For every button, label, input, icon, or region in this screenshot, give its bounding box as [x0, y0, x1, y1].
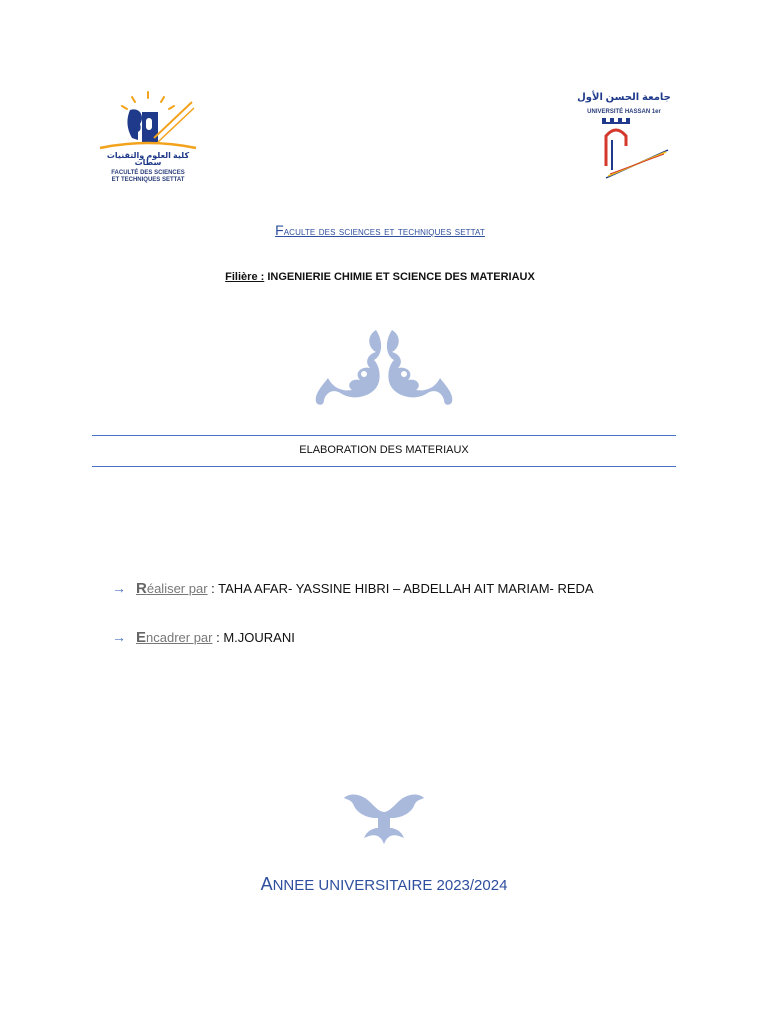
- realise-par-value: TAHA AFAR- YASSINE HIBRI – ABDELLAH AIT MARIAM- REDA: [218, 581, 594, 596]
- filiere-label: Filière :: [225, 271, 265, 283]
- subject-title: ELABORATION DES MATERIAUX: [299, 444, 469, 456]
- realise-par-initial: R: [136, 580, 147, 597]
- filiere-line: [0, 271, 760, 283]
- realise-par-line: [112, 580, 594, 597]
- university-logo-caption: UNIVERSITÉ HASSAN 1er: [587, 109, 661, 115]
- university-emblem-icon: [576, 116, 672, 188]
- academic-year-rest: NNEE UNIVERSITAIRE 2023/2024: [272, 877, 508, 894]
- arrow-right-icon: →: [112, 629, 126, 645]
- floral-ornament-icon: [306, 326, 462, 408]
- faculty-logo: [96, 88, 200, 188]
- encadre-par-separator: :: [212, 630, 224, 645]
- university-logo: [576, 92, 672, 188]
- filiere-value: INGENIERIE CHIMIE ET SCIENCE DES MATERIAUX: [264, 271, 535, 283]
- encadre-par-value: M.JOURANI: [223, 630, 295, 645]
- encadre-par-initial: E: [136, 629, 147, 646]
- realise-par-separator: :: [207, 581, 219, 596]
- encadre-par-label: [136, 630, 213, 645]
- faculty-logo-caption-1: FACULTÉ DES SCIENCES: [111, 170, 185, 176]
- realise-par-label-rest: éaliser par: [146, 581, 208, 596]
- academic-year: [0, 874, 768, 895]
- arrow-right-icon: →: [112, 580, 126, 596]
- realise-par-label: [136, 581, 208, 596]
- academic-year-initial: A: [260, 874, 273, 894]
- faculty-title-rest: aculte des sciences et techniques settat: [283, 224, 485, 238]
- university-logo-arabic: جامعة الحسن الأول: [577, 92, 671, 103]
- divider-bottom: [92, 466, 676, 467]
- divider-top: [92, 435, 676, 436]
- faculty-title-initial: F: [275, 222, 284, 238]
- faculty-logo-caption-2: ET TECHNIQUES SETTAT: [111, 177, 185, 183]
- fleuron-ornament-icon: [340, 788, 428, 846]
- faculty-emblem-icon: [96, 88, 200, 160]
- faculty-logo-arabic: كلية العلوم والتقنيات سطات: [106, 151, 190, 167]
- encadre-par-line: [112, 629, 295, 646]
- encadre-par-label-rest: ncadrer par: [146, 630, 213, 645]
- faculty-title: [0, 222, 760, 238]
